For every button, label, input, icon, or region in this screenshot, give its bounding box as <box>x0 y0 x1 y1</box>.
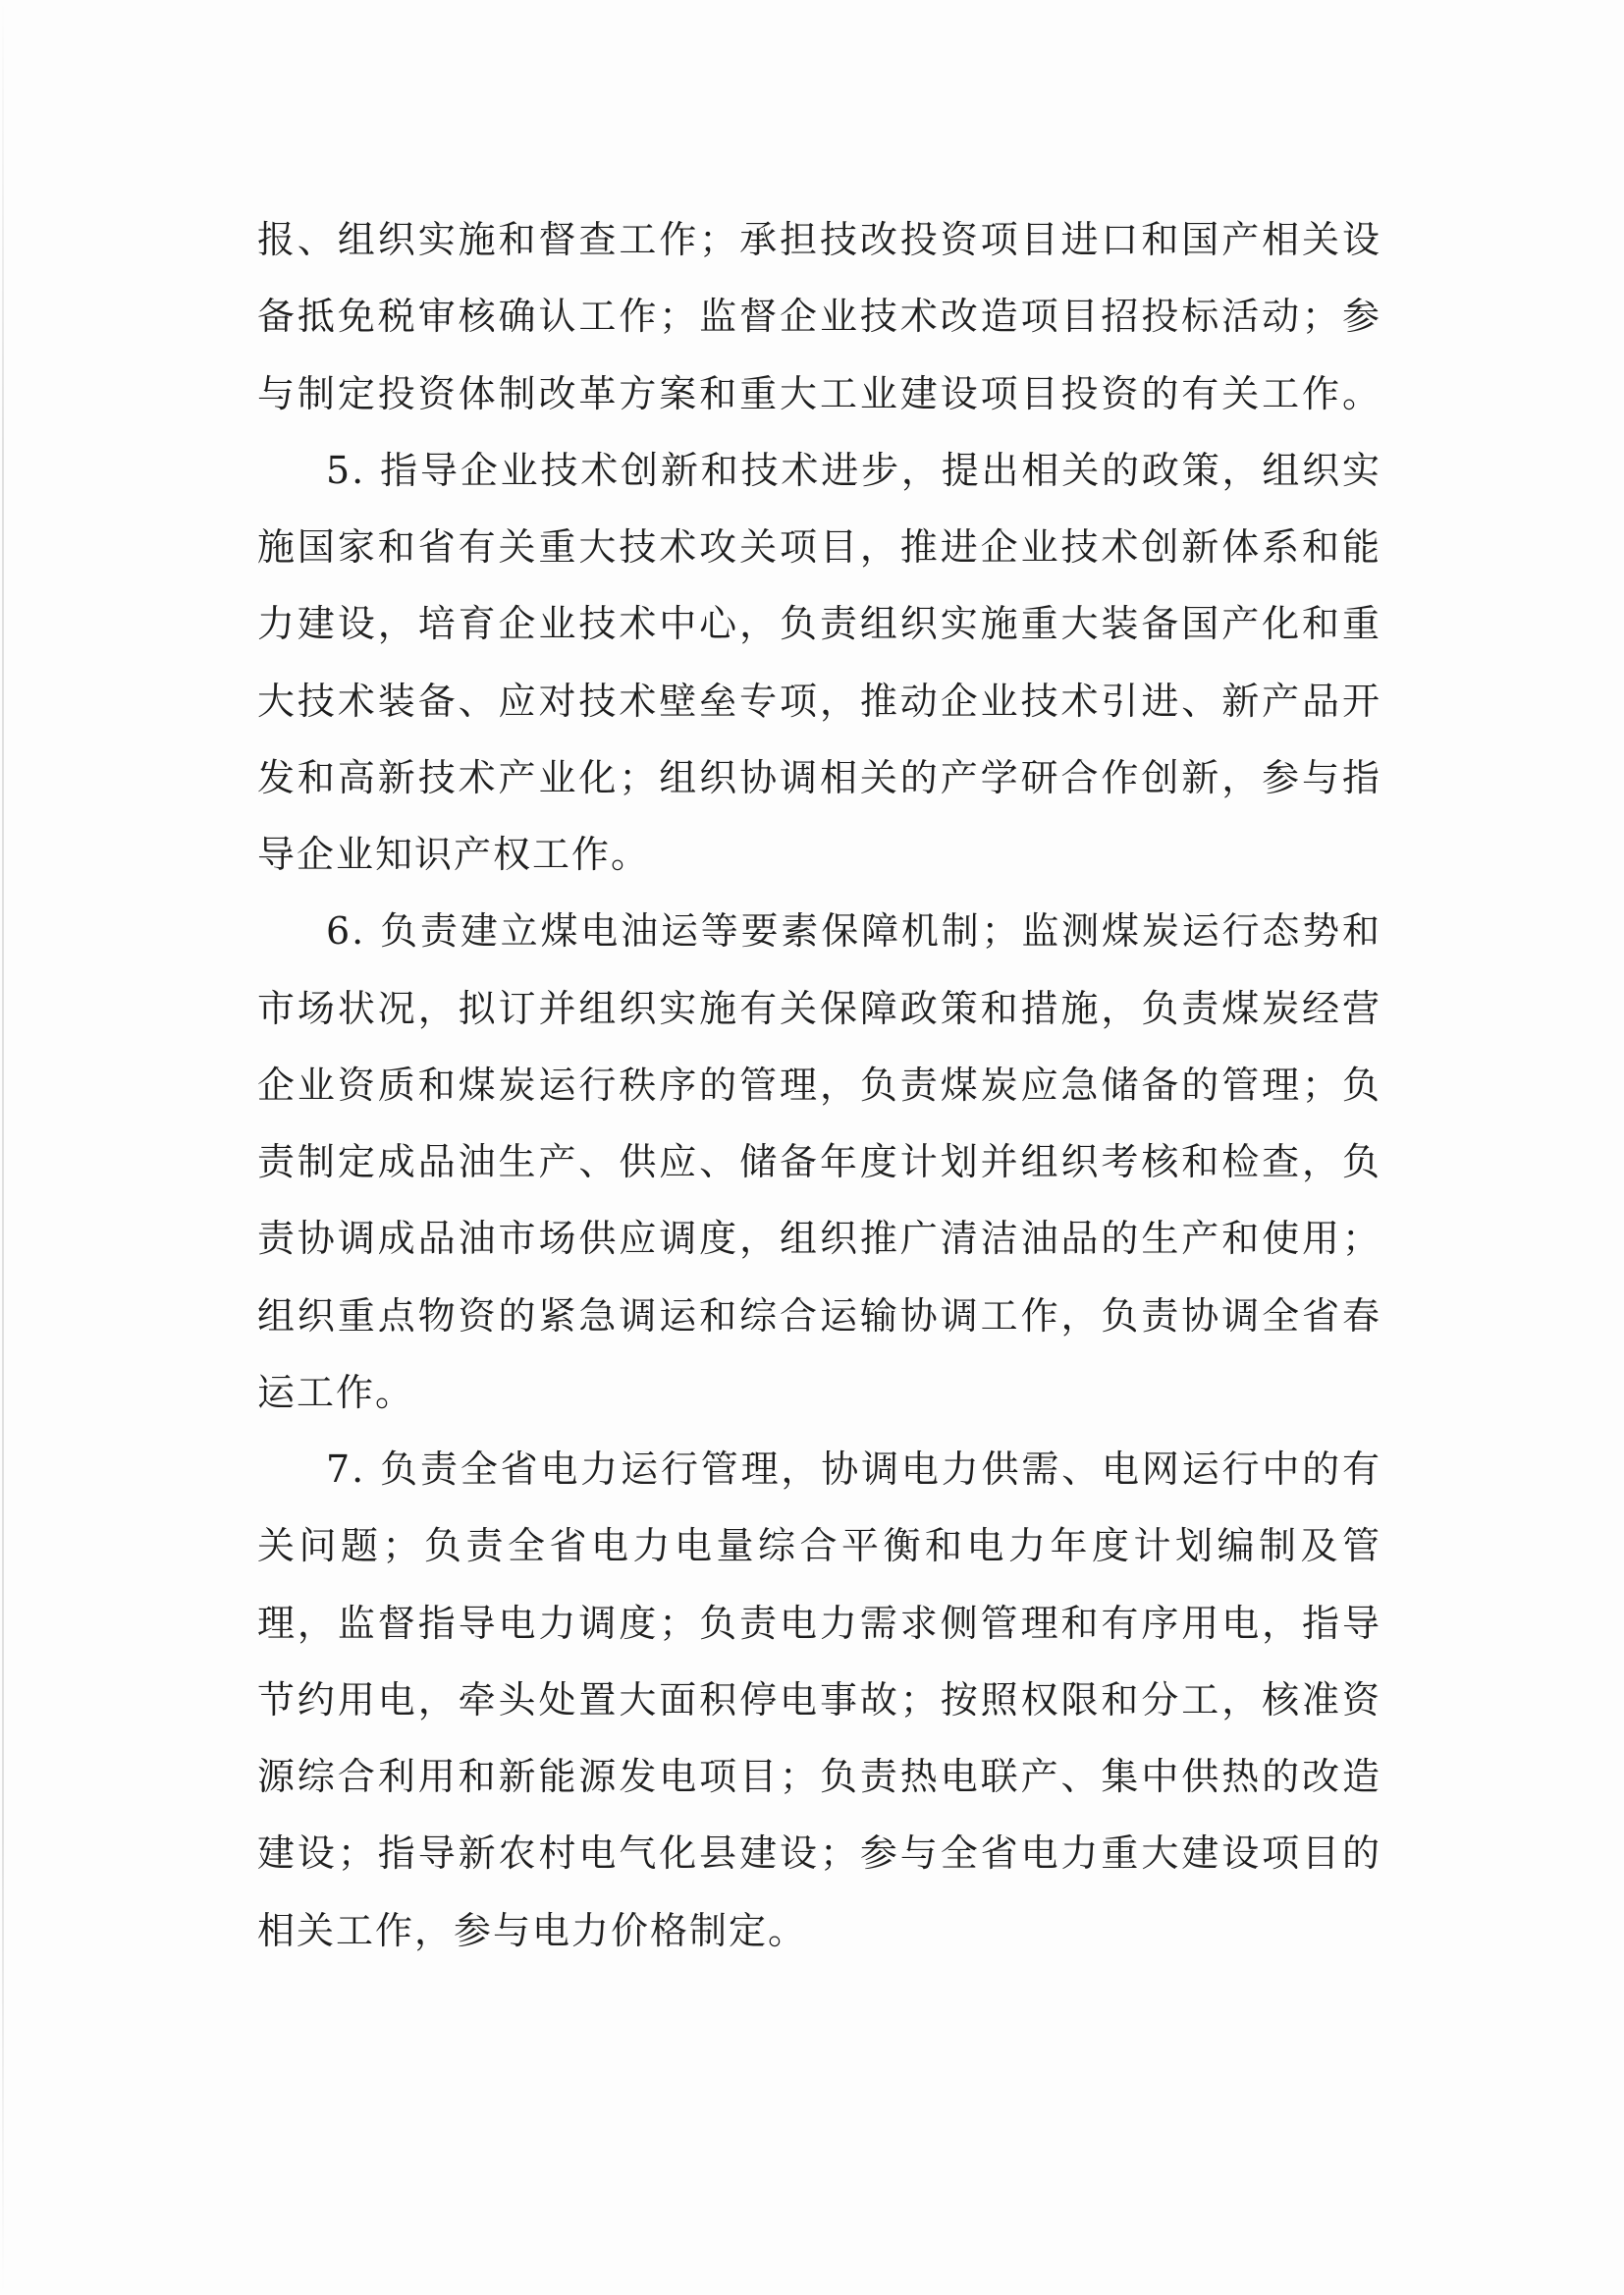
text-line: 责制定成品油生产、供应、储备年度计划并组织考核和检查，负 <box>257 1140 1381 1183</box>
paragraph-item-7 <box>257 1431 1381 1969</box>
text-line: 施国家和省有关重大技术攻关项目，推进企业技术创新体系和能 <box>257 525 1381 569</box>
paragraph-item-6 <box>257 893 1381 1431</box>
text-line: 企业资质和煤炭运行秩序的管理，负责煤炭应急储备的管理；负 <box>257 1063 1381 1107</box>
text-line: 理，监督指导电力调度；负责电力需求侧管理和有序用电，指导 <box>257 1601 1381 1645</box>
scan-edge-shadow <box>2 0 4 2295</box>
text-line: 发和高新技术产业化；组织协调相关的产学研合作创新，参与指 <box>257 755 1381 799</box>
text-line-item-start: 5. 指导企业技术创新和技术进步，提出相关的政策，组织实 <box>326 448 1381 492</box>
text-line: 节约用电，牵头处置大面积停电事故；按照权限和分工，核准资 <box>257 1677 1381 1721</box>
text-line: 责协调成品油市场供应调度，组织推广清洁油品的生产和使用； <box>257 1217 1381 1261</box>
text-line: 组织重点物资的紧急调运和综合运输协调工作，负责协调全省春 <box>257 1293 1381 1338</box>
text-line: 大技术装备、应对技术壁垒专项，推动企业技术引进、新产品开 <box>257 679 1381 723</box>
text-line-item-start: 6. 负责建立煤电油运等要素保障机制；监测煤炭运行态势和 <box>326 909 1381 954</box>
text-line: 报、组织实施和督查工作；承担技改投资项目进口和国产相关设 <box>257 218 1381 261</box>
text-line: 相关工作，参与电力价格制定。 <box>257 1908 808 1952</box>
text-line: 市场状况，拟订并组织实施有关保障政策和措施，负责煤炭经营 <box>257 986 1381 1030</box>
text-line: 建设；指导新农村电气化县建设；参与全省电力重大建设项目的 <box>257 1831 1381 1876</box>
text-line: 与制定投资体制改革方案和重大工业建设项目投资的有关工作。 <box>257 371 1381 415</box>
text-line: 关问题；负责全省电力电量综合平衡和电力年度计划编制及管 <box>257 1524 1381 1568</box>
text-line: 备抵免税审核确认工作；监督企业技术改造项目招投标活动；参 <box>257 295 1381 339</box>
text-line: 导企业知识产权工作。 <box>257 833 651 876</box>
text-line-item-start: 7. 负责全省电力运行管理，协调电力供需、电网运行中的有 <box>326 1448 1381 1491</box>
body-text <box>257 201 1381 1969</box>
text-line: 力建设，培育企业技术中心，负责组织实施重大装备国产化和重 <box>257 602 1381 646</box>
paragraph-item-5 <box>257 432 1381 894</box>
paragraph-continued <box>257 201 1381 432</box>
text-line: 源综合利用和新能源发电项目；负责热电联产、集中供热的改造 <box>257 1755 1381 1798</box>
text-line: 运工作。 <box>257 1370 415 1414</box>
